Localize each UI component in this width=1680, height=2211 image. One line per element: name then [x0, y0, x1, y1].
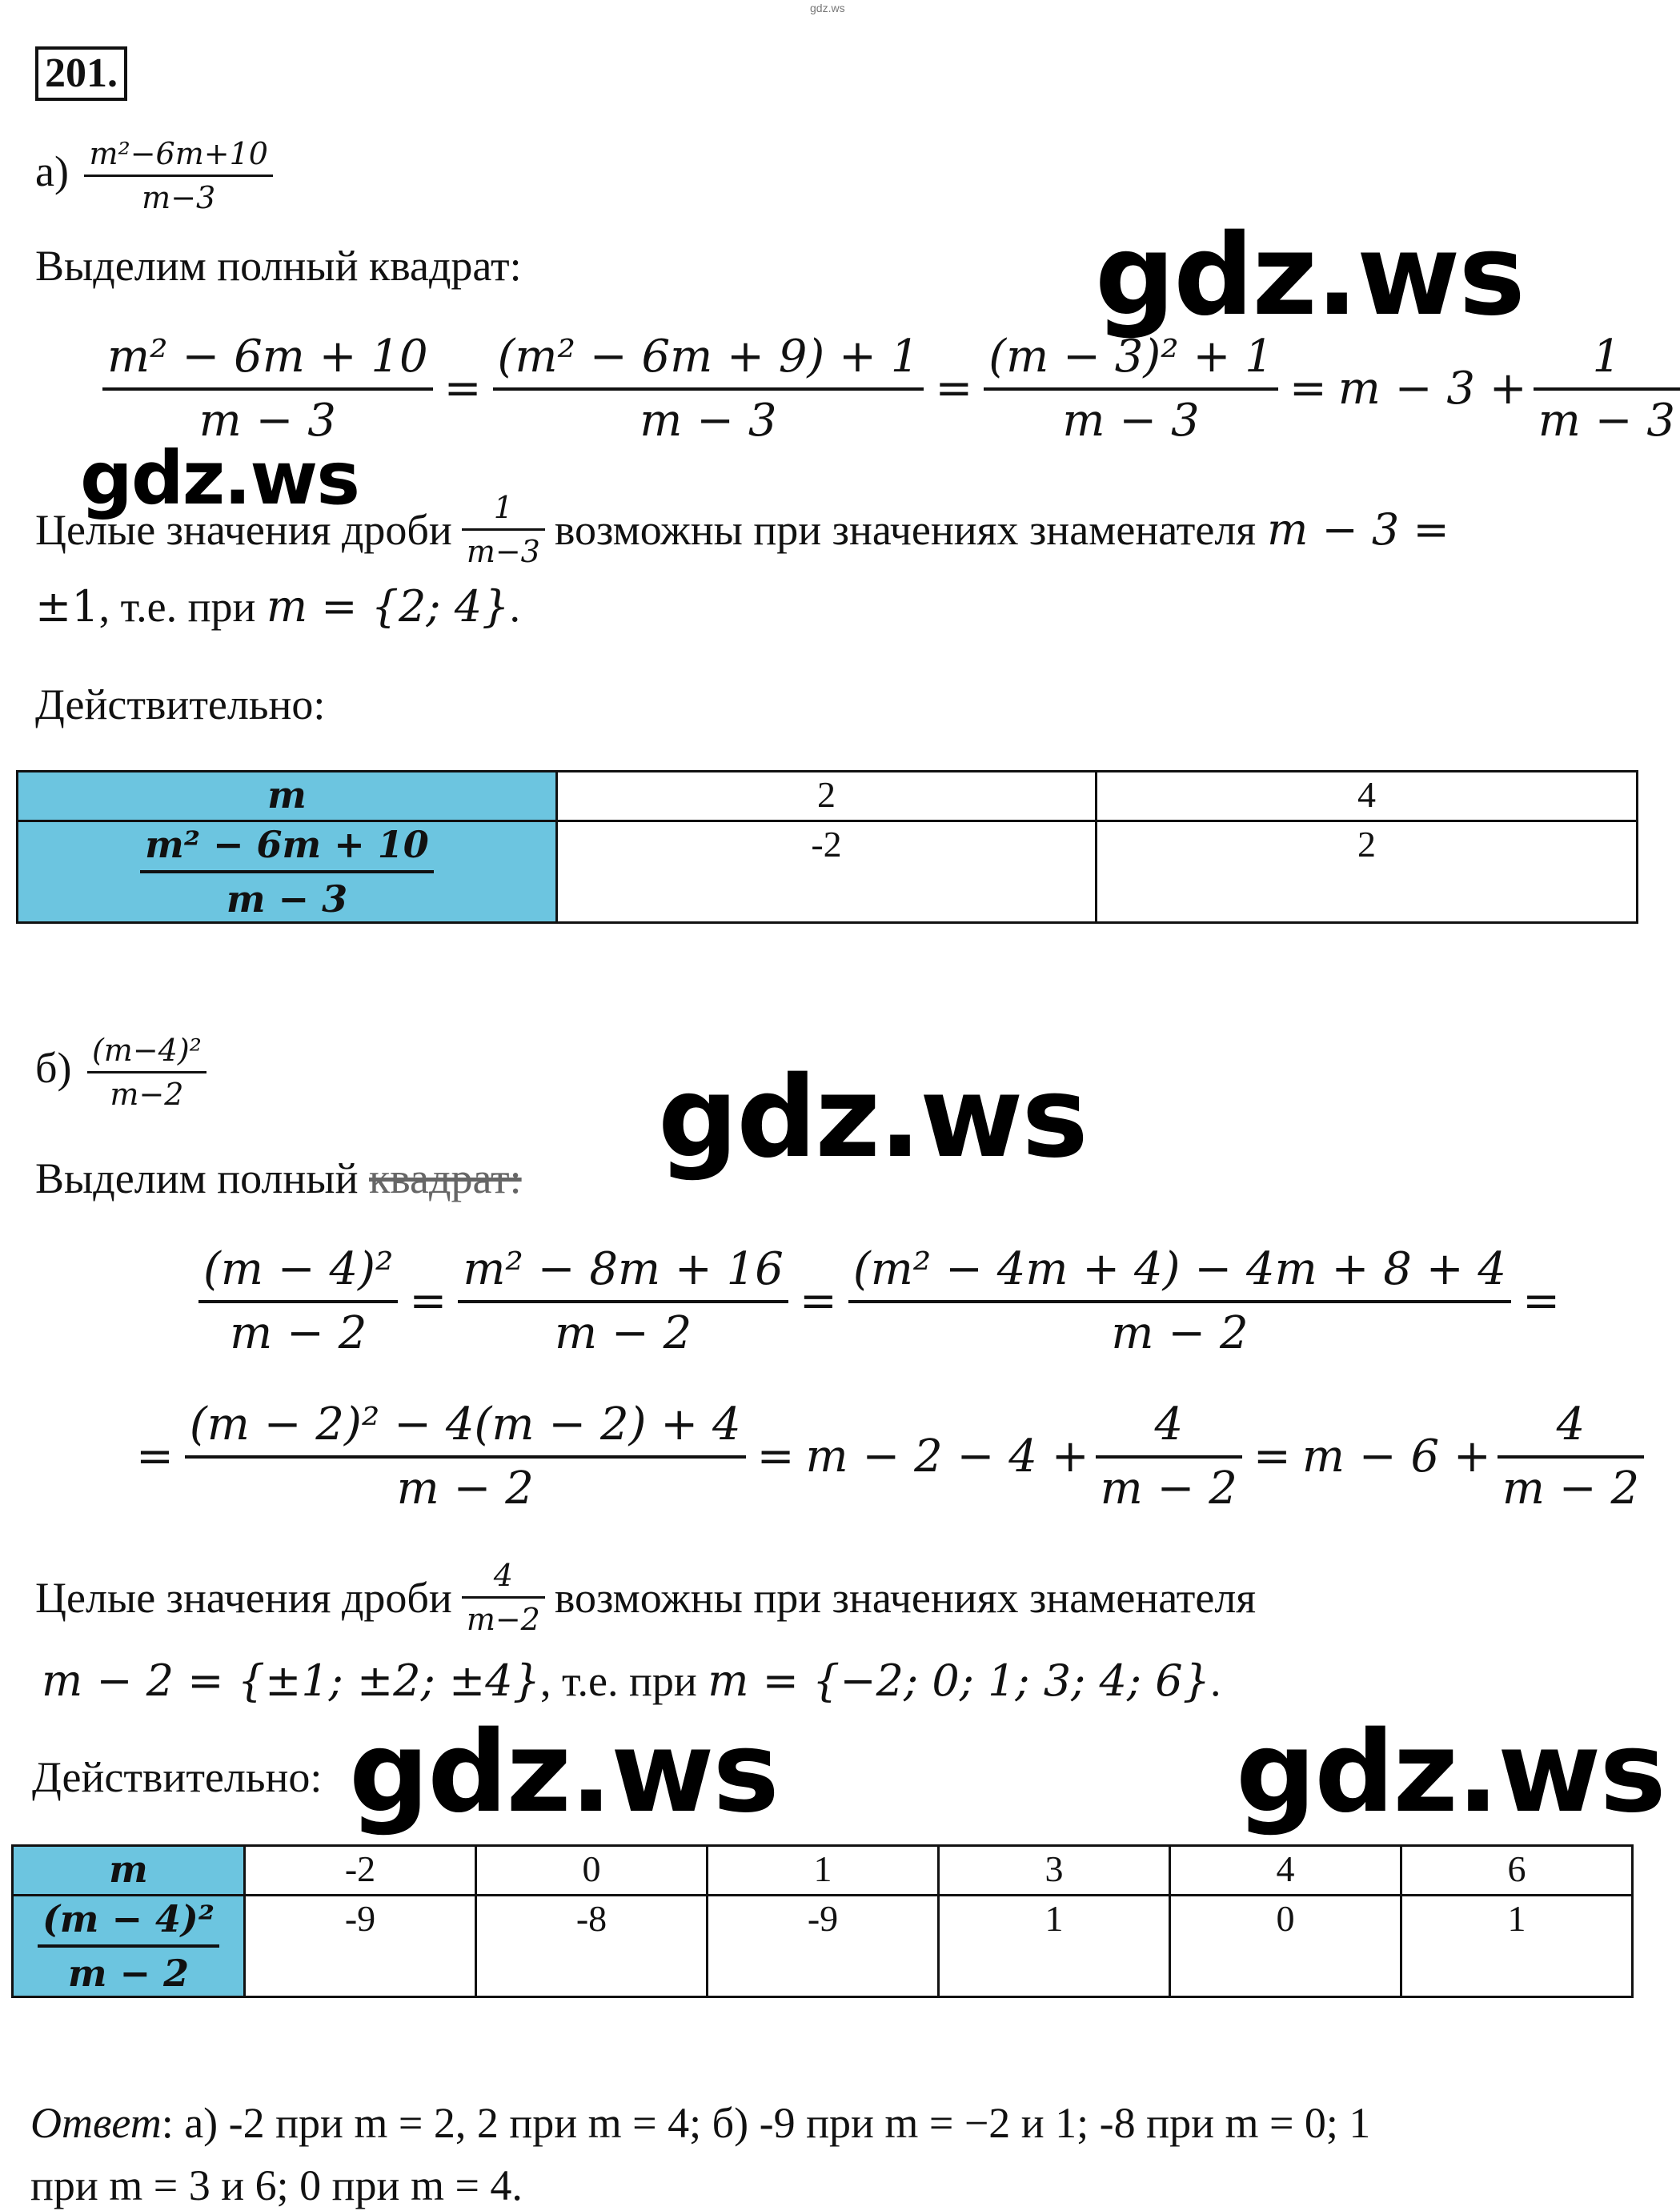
part-b-equation-line-2 — [136, 1398, 1644, 1516]
part-a-check: Действительно: — [35, 680, 326, 728]
eq-a-f1-den: m − 3 — [198, 395, 336, 447]
head-expr-fraction — [140, 822, 434, 921]
part-b-text2-mid: , т.е. при — [539, 1657, 697, 1705]
eq-a-f4-num: 1 — [1592, 331, 1622, 383]
table-row — [18, 821, 1638, 923]
eq-b-fraction-2 — [458, 1242, 788, 1361]
eq-a-fraction-3 — [984, 330, 1278, 448]
part-b-text1-pre: Целые значения дроби — [35, 1573, 452, 1622]
table-head-expr — [13, 1896, 245, 1997]
equals-sign: = — [136, 1431, 174, 1483]
part-a-equation — [102, 330, 1680, 448]
part-a-table — [16, 770, 1638, 924]
head-expr-fraction — [38, 1896, 219, 1996]
part-a-text2-end: . — [509, 583, 520, 631]
small-frac-num: 4 — [493, 1558, 513, 1593]
eq-b-f3-den: m − 2 — [1111, 1307, 1249, 1359]
small-frac-den: m−3 — [466, 534, 540, 569]
part-b-table — [11, 1844, 1634, 1998]
task-number: 201. — [35, 46, 127, 101]
table-cell: 1 — [1401, 1896, 1633, 1997]
equals-sign: = — [443, 363, 482, 415]
part-a-text1-pre: Целые значения дроби — [35, 505, 452, 554]
part-a-text1-post: возможны при значениях знаменателя — [554, 505, 1257, 554]
watermark-1: gdz.ws — [1095, 211, 1524, 341]
eq-b-fraction-3 — [848, 1242, 1511, 1361]
watermark-4: gdz.ws — [349, 1707, 778, 1838]
head-expr-den: m − 3 — [226, 877, 348, 921]
eq-b-f3-num: (m² − 4m + 4) − 4m + 8 + 4 — [852, 1243, 1507, 1295]
part-a-expr-num: m²−6m+10 — [89, 136, 268, 171]
part-b-intro-b: квадрат: — [368, 1154, 522, 1202]
eq-b-fraction-6 — [1498, 1398, 1644, 1516]
part-a-pm: ±1 — [35, 581, 99, 632]
eq-b-f6-num: 4 — [1556, 1398, 1586, 1451]
part-b-text2-end: . — [1209, 1657, 1221, 1705]
part-b-expr-num: (m−4)² — [91, 1033, 202, 1068]
watermark-3: gdz.ws — [658, 1053, 1087, 1183]
eq-b-fraction-1 — [198, 1242, 398, 1361]
eq-b-f5-num: 4 — [1154, 1398, 1184, 1451]
part-a-intro: Выделим полный квадрат: — [35, 242, 522, 290]
table-cell: -8 — [476, 1896, 708, 1997]
table-cell: 3 — [939, 1846, 1170, 1896]
part-b-small-fraction — [462, 1558, 545, 1637]
equals-sign: = — [1522, 1275, 1560, 1327]
eq-a-f3-den: m − 3 — [1062, 395, 1200, 447]
part-b-text1-post: возможны при значениях знаменателя — [554, 1573, 1257, 1622]
table-cell: 4 — [1170, 1846, 1401, 1896]
part-b-text2-expr2: m = {−2; 0; 1; 3; 4; 6} — [708, 1655, 1210, 1706]
table-row — [18, 772, 1638, 821]
eq-b-term-2: m − 6 + — [1301, 1431, 1491, 1483]
part-b-intro-a: Выделим полный — [35, 1154, 359, 1202]
equals-sign: = — [935, 363, 973, 415]
eq-a-f3-num: (m − 3)² + 1 — [988, 331, 1273, 383]
eq-b-fraction-4 — [185, 1398, 746, 1516]
watermark-5: gdz.ws — [1236, 1707, 1665, 1838]
head-expr-num: m² − 6m + 10 — [145, 823, 429, 866]
table-head-m — [18, 772, 557, 821]
part-a-small-fraction — [462, 490, 545, 569]
eq-b-term-1: m − 2 − 4 + — [805, 1431, 1089, 1483]
eq-b-f4-num: (m − 2)² − 4(m − 2) + 4 — [189, 1398, 741, 1451]
head-m-label: m — [267, 773, 307, 817]
part-a-text2-mid: , т.е. при — [98, 583, 256, 631]
table-row — [13, 1896, 1633, 1997]
eq-a-f4-den: m − 3 — [1538, 395, 1675, 447]
head-expr-den: m − 2 — [67, 1952, 190, 1995]
eq-b-f2-num: m² − 8m + 16 — [463, 1243, 784, 1295]
part-a-text1-expr: m − 3 = — [1267, 504, 1449, 555]
part-a-text2-expr: m = {2; 4} — [266, 581, 510, 632]
part-b-text-2 — [42, 1655, 1221, 1707]
part-a-expr-den: m−3 — [142, 180, 216, 215]
answer-label: Ответ — [30, 2099, 162, 2147]
part-b-intro — [35, 1153, 522, 1204]
part-b-text-1 — [35, 1558, 1256, 1637]
answer-line-2: при m = 3 и 6; 0 при m = 4. — [30, 2161, 523, 2209]
equals-sign: = — [1253, 1431, 1291, 1483]
part-b-equation-line-1 — [198, 1242, 1571, 1361]
part-b-header — [35, 1033, 206, 1112]
eq-b-fraction-5 — [1096, 1398, 1242, 1516]
table-row — [13, 1846, 1633, 1896]
eq-a-f1-num: m² − 6m + 10 — [107, 331, 428, 383]
eq-b-f1-den: m − 2 — [230, 1307, 367, 1359]
eq-a-fraction-4 — [1534, 330, 1680, 448]
eq-a-f2-num: (m² − 6m + 9) + 1 — [497, 331, 920, 383]
table-cell: 6 — [1401, 1846, 1633, 1896]
eq-b-f5-den: m − 2 — [1100, 1463, 1237, 1515]
table-cell: -2 — [557, 821, 1097, 923]
equals-sign: = — [756, 1431, 795, 1483]
eq-b-f1-num: (m − 4)² — [203, 1243, 394, 1295]
part-b-expr-den: m−2 — [110, 1077, 184, 1112]
table-cell: 1 — [708, 1846, 939, 1896]
eq-a-fraction-2 — [493, 330, 924, 448]
table-cell: 0 — [476, 1846, 708, 1896]
table-cell: -2 — [245, 1846, 476, 1896]
eq-b-f2-den: m − 2 — [554, 1307, 692, 1359]
equals-sign: = — [799, 1275, 837, 1327]
part-b-expression — [87, 1033, 206, 1112]
eq-a-term: m − 3 + — [1337, 363, 1527, 415]
part-a-label: а) — [35, 146, 69, 195]
eq-b-f6-den: m − 2 — [1502, 1463, 1640, 1515]
equals-sign: = — [1289, 363, 1327, 415]
table-cell: 0 — [1170, 1896, 1401, 1997]
small-frac-den: m−2 — [466, 1602, 540, 1637]
head-m-label: m — [109, 1848, 148, 1891]
part-b-label: б) — [35, 1043, 72, 1092]
table-head-m — [13, 1846, 245, 1896]
watermark-top: gdz.ws — [810, 2, 845, 14]
eq-a-f2-den: m − 3 — [640, 395, 777, 447]
eq-b-f4-den: m − 2 — [396, 1463, 534, 1515]
part-b-text2-expr1: m − 2 = {±1; ±2; ±4} — [42, 1655, 540, 1706]
part-a-expression — [84, 136, 273, 215]
part-a-header — [35, 136, 273, 215]
part-b-check: Действительно: — [32, 1753, 323, 1801]
part-a-text-2 — [35, 581, 520, 632]
table-cell: 2 — [557, 772, 1097, 821]
watermark-2: gdz.ws — [80, 435, 359, 521]
small-frac-num: 1 — [493, 490, 513, 525]
table-cell: -9 — [245, 1896, 476, 1997]
equals-sign: = — [409, 1275, 447, 1327]
part-a-text-1 — [35, 490, 1449, 569]
table-cell: 1 — [939, 1896, 1170, 1997]
answer-text-1: : а) -2 при m = 2, 2 при m = 4; б) -9 при m = −2 и 1; -8 при m = 0; 1 — [161, 2099, 1371, 2147]
table-head-expr — [18, 821, 557, 923]
answer-line-1 — [30, 2097, 1370, 2149]
table-cell: 2 — [1097, 821, 1638, 923]
head-expr-num: (m − 4)² — [42, 1897, 215, 1940]
table-cell: 4 — [1097, 772, 1638, 821]
eq-a-fraction-1 — [102, 330, 433, 448]
table-cell: -9 — [708, 1896, 939, 1997]
